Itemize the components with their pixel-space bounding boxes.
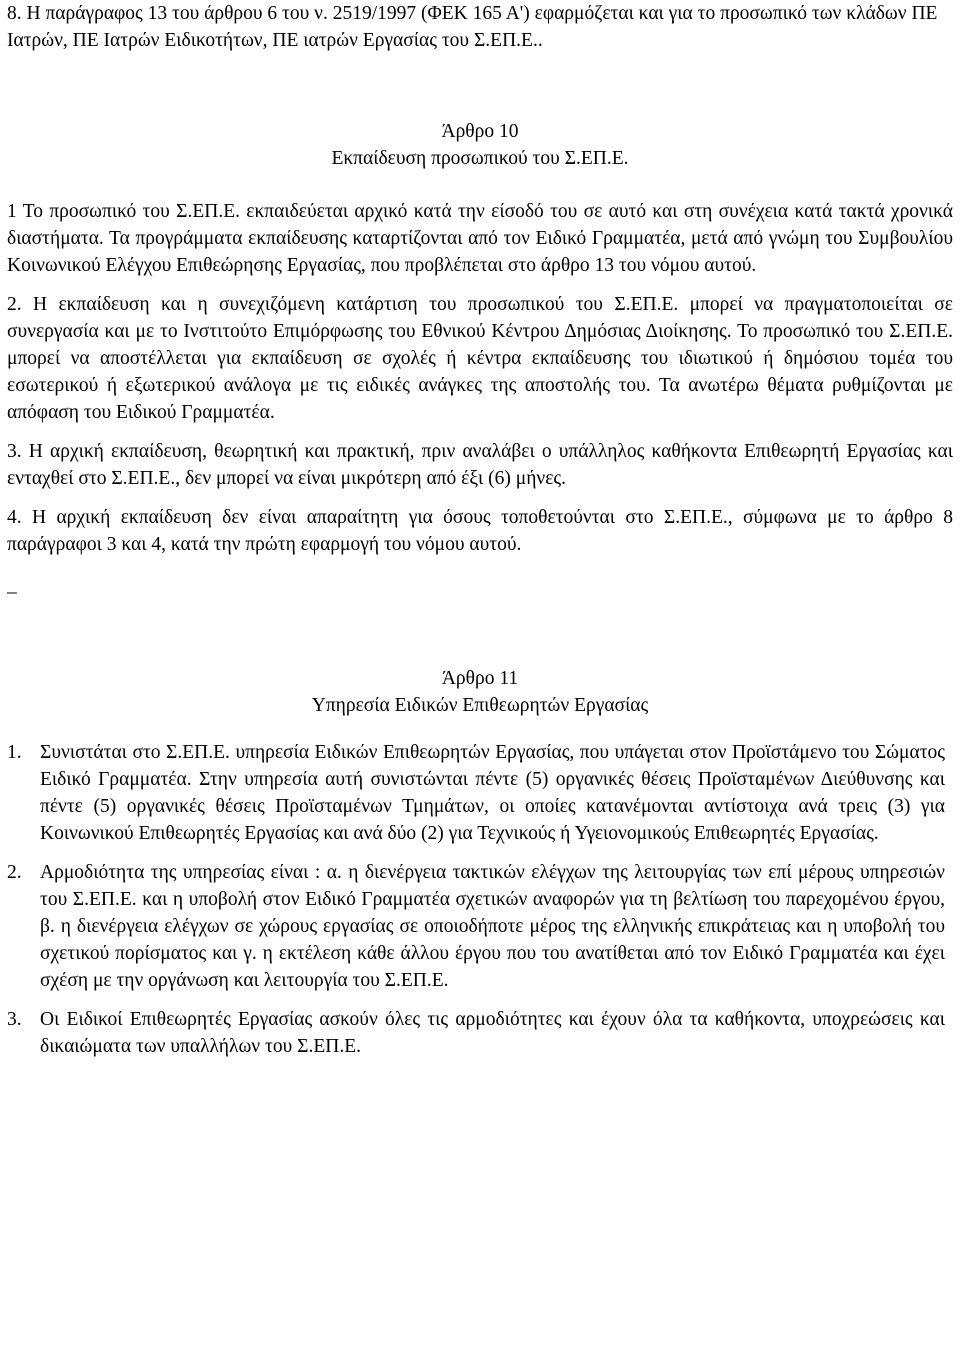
article-11-subtitle: Υπηρεσία Ειδικών Επιθεωρητών Εργασίας	[311, 695, 649, 716]
item-number: 1.	[7, 742, 22, 763]
article-10-paragraph-4: 4. Η αρχική εκπαίδευση δεν είναι απαραίτητη για όσους τοποθετούνται στο Σ.ΕΠ.Ε., σύμφωνα με το άρθρο 8 παράγραφοι 3 και 4, κατά την πρώτη εφαρμογή του νόμου αυτού.	[7, 507, 953, 555]
paragraph-8: 8. Η παράγραφος 13 του άρθρου 6 του ν. 2519/1997 (ΦΕΚ 165 Α') εφαρμόζεται και για το προσωπικό των κλάδων ΠΕ Ιατρών, ΠΕ Ιατρών Ειδικοτήτων, ΠΕ ιατρών Εργασίας του Σ.ΕΠ.Ε..	[7, 3, 938, 51]
separator-mark: _	[7, 575, 17, 596]
item-text: Αρμοδιότητα της υπηρεσίας είναι : α. η διενέργεια τακτικών ελέγχων της λειτουργίας των επί μέρους υπηρεσιών του Σ.ΕΠ.Ε. και η υποβολή στον Ειδικό Γραμματέα σχετικών αναφορών για τη βελτίωση του παρεχομένου έργου, β. η διενέργεια ελέγχων σε χώρους εργασίας σε οποιοδήποτε μέρος της ελληνικής επικράτειας και η υποβολή του σχετικού πορίσματος και γ. η εκτέλεση κάθε άλλου έργου που του ανατίθεται από τον Ειδικό Γραμματέα και έχει σχέση με την οργάνωση και λειτουργία του Σ.ΕΠ.Ε.	[40, 862, 945, 991]
article-11-heading: Άρθρο 11	[441, 668, 519, 689]
article-10-paragraph-3: 3. Η αρχική εκπαίδευση, θεωρητική και πρακτική, πριν αναλάβει ο υπάλληλος καθήκοντα Επιθεωρητή Εργασίας και ενταχθεί στο Σ.ΕΠ.Ε., δεν μπορεί να είναι μικρότερη από έξι (6) μήνες.	[7, 441, 953, 489]
item-number: 2.	[7, 862, 22, 883]
item-text: Συνιστάται στο Σ.ΕΠ.Ε. υπηρεσία Ειδικών Επιθεωρητών Εργασίας, που υπάγεται στον Προϊστάμενο του Σώματος Ειδικό Γραμματέα. Στην υπηρεσία αυτή συνιστώνται πέντε (5) οργανικές θέσεις Προϊσταμένων Διεύθυνσης και πέντε (5) οργανικές θέσεις Προϊσταμένων Τμημάτων, οι οποίες κατανέμονται αντίστοιχα ανά τρεις (3) για Κοινωνικού Επιθεωρητές Εργασίας και ανά δύο (2) για Τεχνικούς ή Υγειονομικούς Επιθεωρητές Εργασίας.	[40, 742, 945, 844]
article-10-heading: Άρθρο 10	[441, 121, 519, 142]
article-11-header	[7, 665, 953, 719]
item-text: Οι Ειδικοί Επιθεωρητές Εργασίας ασκούν όλες τις αρμοδιότητες και έχουν όλα τα καθήκοντα, υποχρεώσεις και δικαιώματα των υπαλλήλων του Σ.ΕΠ.Ε.	[40, 1009, 945, 1057]
article-10-paragraph-2: 2. Η εκπαίδευση και η συνεχιζόμενη κατάρτιση του προσωπικού του Σ.ΕΠ.Ε. μπορεί να πραγματοποιείται σε συνεργασία και με το Ινστιτούτο Επιμόρφωσης του Εθνικού Κέντρου Δημόσιας Διοίκησης. Το προσωπικό του Σ.ΕΠ.Ε. μπορεί να αποστέλλεται για εκπαίδευση σε σχολές ή κέντρα εκπαίδευσης του ιδιωτικού ή δημόσιου τομέα του εσωτερικού ή εξωτερικού ανάλογα με τις ειδικές ανάγκες της αποστολής του. Τα ανωτέρω θέματα ρυθμίζονται με απόφαση του Ειδικού Γραμματέα.	[7, 294, 953, 423]
article-10-header	[7, 118, 953, 172]
article-11-item	[7, 859, 953, 994]
article-10-subtitle: Εκπαίδευση προσωπικού του Σ.ΕΠ.Ε.	[331, 148, 629, 169]
article-11-item	[7, 1006, 953, 1060]
article-11-item	[7, 739, 953, 847]
item-number: 3.	[7, 1009, 22, 1030]
article-10-paragraph-1: 1 Το προσωπικό του Σ.ΕΠ.Ε. εκπαιδεύεται αρχικό κατά την είσοδό του σε αυτό και στη συνέχεια κατά τακτά χρονικά διαστήματα. Τα προγράμματα εκπαίδευσης καταρτίζονται από τον Ειδικό Γραμματέα, μετά από γνώμη του Συμβουλίου Κοινωνικού Ελέγχου Επιθεώρησης Εργασίας, που προβλέπεται στο άρθρο 13 του νόμου αυτού.	[7, 201, 953, 276]
article-11-items	[7, 739, 953, 1060]
